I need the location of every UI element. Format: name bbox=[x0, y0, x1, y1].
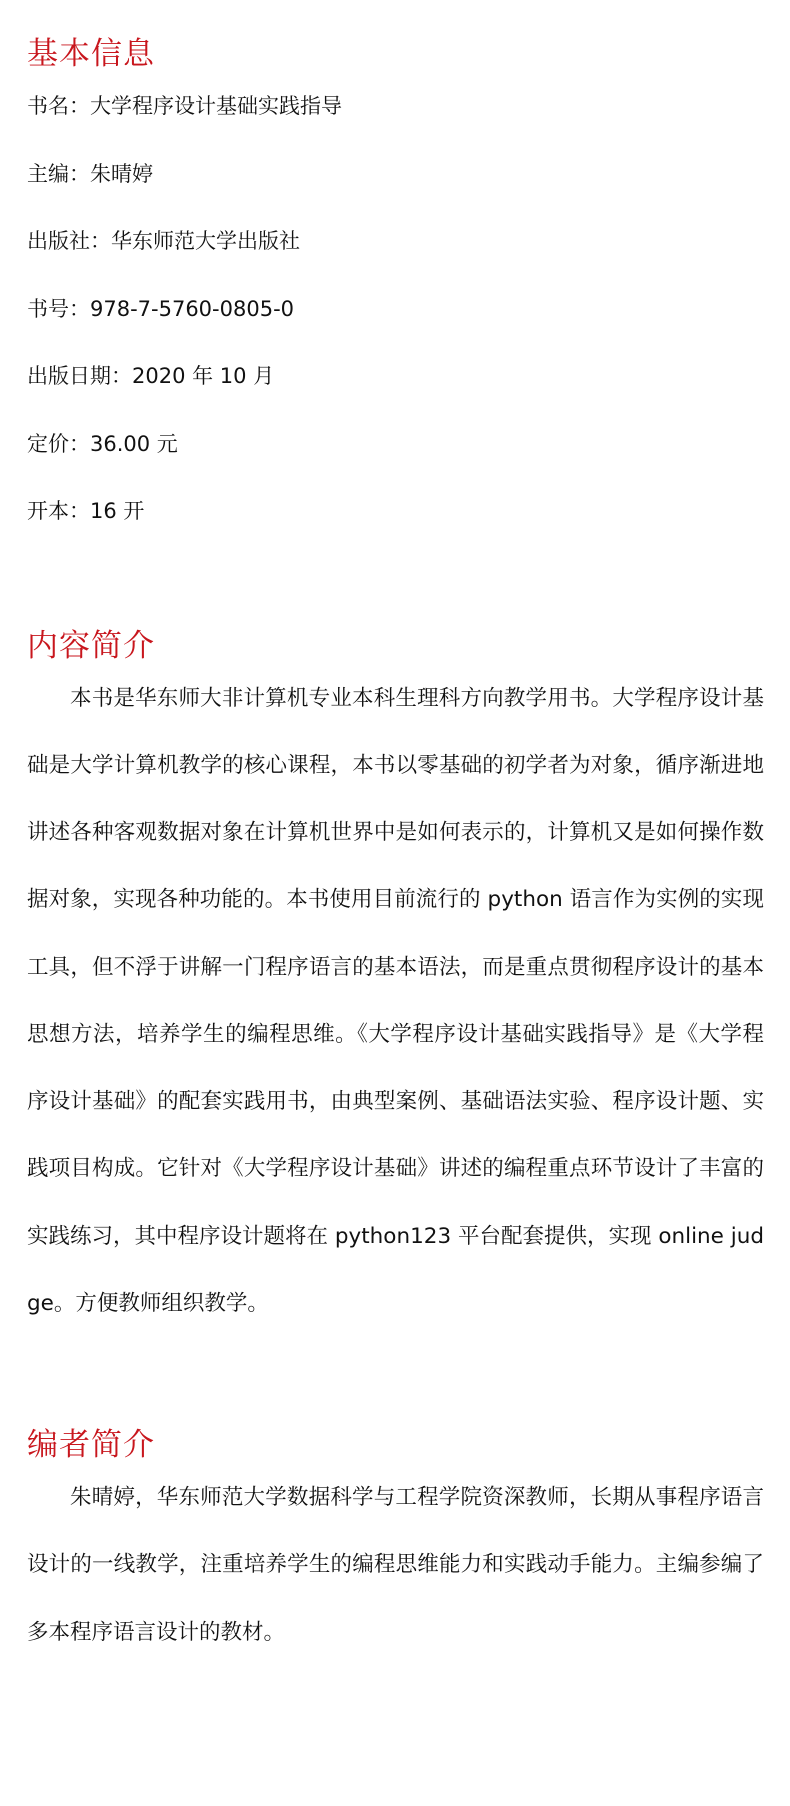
basic-info-list bbox=[27, 73, 764, 546]
info-row-chief-editor: 主编：朱晴婷 bbox=[27, 161, 153, 186]
editor-paragraph: 朱晴婷，华东师范大学数据科学与工程学院资深教师，长期从事程序语言设计的一线教学，注重培养学生的编程思维能力和实践动手能力。主编参编了多本程序语言设计的教材。 bbox=[27, 1485, 764, 1645]
info-row-publish-date: 出版日期：2020 年 10 月 bbox=[27, 364, 275, 389]
info-row-publisher: 出版社：华东师范大学出版社 bbox=[27, 229, 300, 254]
introduction-heading: 内容简介 bbox=[27, 627, 155, 664]
info-row-book-title: 书名：大学程序设计基础实践指导 bbox=[27, 94, 342, 119]
info-row-format: 开本：16 开 bbox=[27, 499, 145, 524]
editor-heading: 编者简介 bbox=[27, 1426, 155, 1463]
info-row-isbn: 书号：978-7-5760-0805-0 bbox=[27, 296, 295, 321]
basic-info-heading: 基本信息 bbox=[27, 36, 155, 72]
info-row-price: 定价：36.00 元 bbox=[27, 431, 178, 456]
introduction-paragraph: 本书是华东师大非计算机专业本科生理科方向教学用书。大学程序设计基础是大学计算机教学的核心课程，本书以零基础的初学者为对象，循序渐进地讲述各种客观数据对象在计算机世界中是如何表示的，计算机又是如何操作数据对象，实现各种功能的。本书使用目前流行的 python 语言作为实例的实现工具，但不浮于讲解一门程序语言的基本语法，而是重点贯彻程序设计的基本思想方法，培养学生的编程思维。《大学程序设计基础实践指导》是《大学程序设计基础》的配套实践用书，由典型案例、基础语法实验、程序设计题、实践项目构成。它针对《大学程序设计基础》讲述的编程重点环节设计了丰富的实践练习，其中程序设计题将在 python123 平台配套提供，实现 online judge。方便教师组织教学。 bbox=[27, 685, 764, 1316]
